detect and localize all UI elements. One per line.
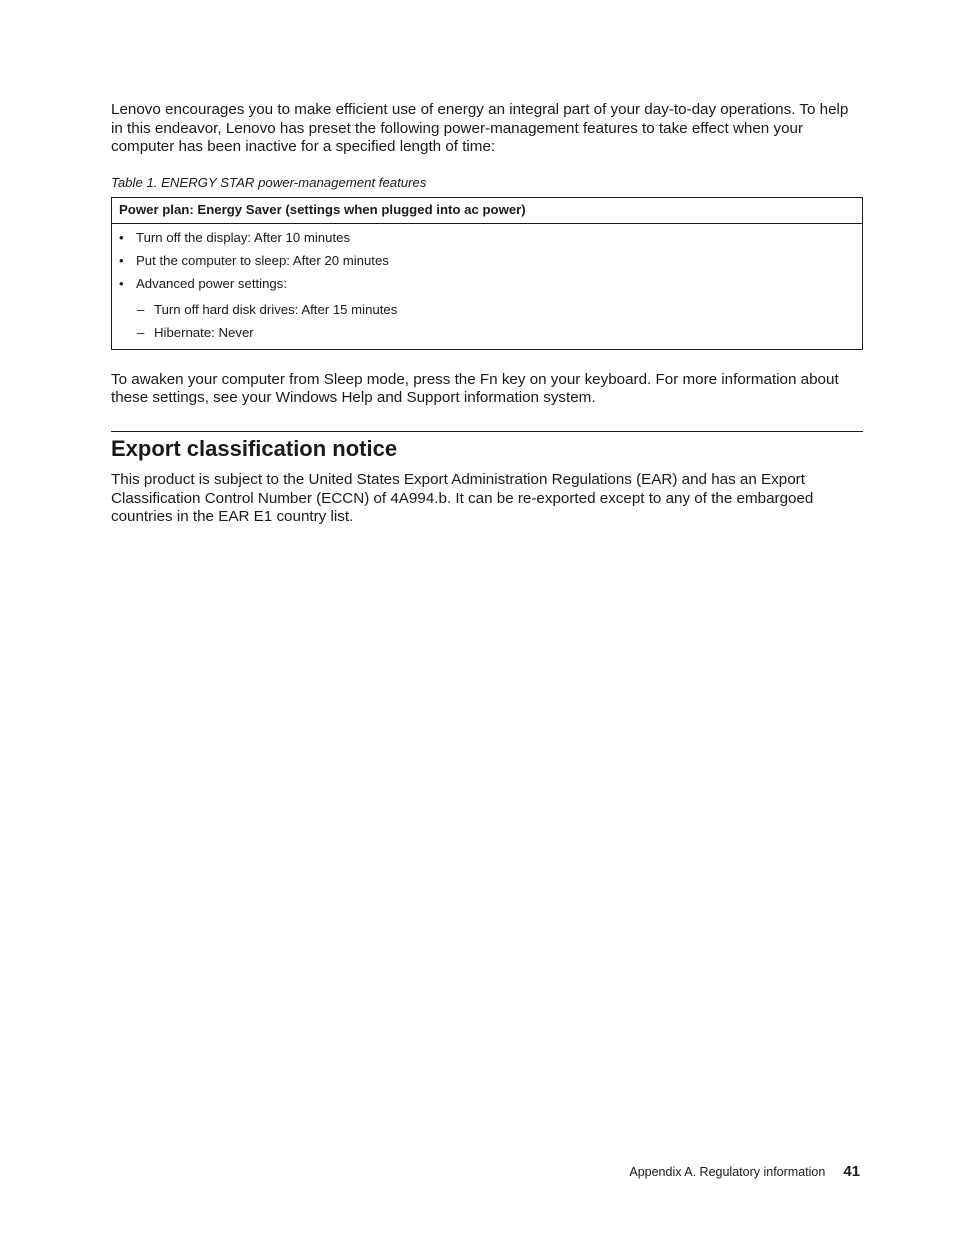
sub-list-item-text: Hibernate: Never [154, 325, 254, 341]
bullet-icon: • [119, 230, 124, 246]
bullet-icon: • [119, 276, 124, 292]
list-item [119, 273, 855, 296]
table-caption: Table 1. ENERGY STAR power-management features [111, 174, 427, 190]
export-paragraph: This product is subject to the United States Export Administration Regulations (EAR) and has an Export Classification Control Number (ECCN) of 4A994.b. It can be re-exported except to any of the embargoed countries in the EAR E1 country list. [111, 470, 814, 526]
table-body [112, 224, 862, 349]
list-item [119, 227, 855, 250]
power-management-table [111, 197, 863, 350]
sub-list-item-text: Turn off hard disk drives: After 15 minutes [154, 302, 398, 318]
footer-label: Appendix A. Regulatory information [629, 1165, 826, 1179]
page-footer [629, 1163, 860, 1180]
section-divider [111, 431, 863, 432]
list-item-text: Advanced power settings: [136, 276, 288, 292]
table-header: Power plan: Energy Saver (settings when plugged into ac power) [112, 198, 862, 224]
dash-icon: – [137, 325, 145, 341]
list-item [119, 250, 855, 273]
list-item-text: Put the computer to sleep: After 20 minutes [136, 253, 389, 269]
list-item-text: Turn off the display: After 10 minutes [136, 230, 351, 246]
page-number: 41 [843, 1163, 860, 1180]
bullet-icon: • [119, 253, 124, 269]
sub-list-item [119, 322, 855, 345]
dash-icon: – [137, 302, 145, 318]
document-page [111, 101, 863, 527]
intro-paragraph: Lenovo encourages you to make efficient use of energy an integral part of your day-to-day operations. To help in this endeavor, Lenovo has preset the following power-management features to take effect when your computer has been inactive for a specified length of time: [111, 101, 849, 156]
section-heading: Export classification notice [111, 435, 398, 461]
awaken-paragraph: To awaken your computer from Sleep mode, press the Fn key on your keyboard. For more information about these settings, see your Windows Help and Support information system. [111, 370, 839, 407]
sub-list-item [119, 299, 855, 322]
